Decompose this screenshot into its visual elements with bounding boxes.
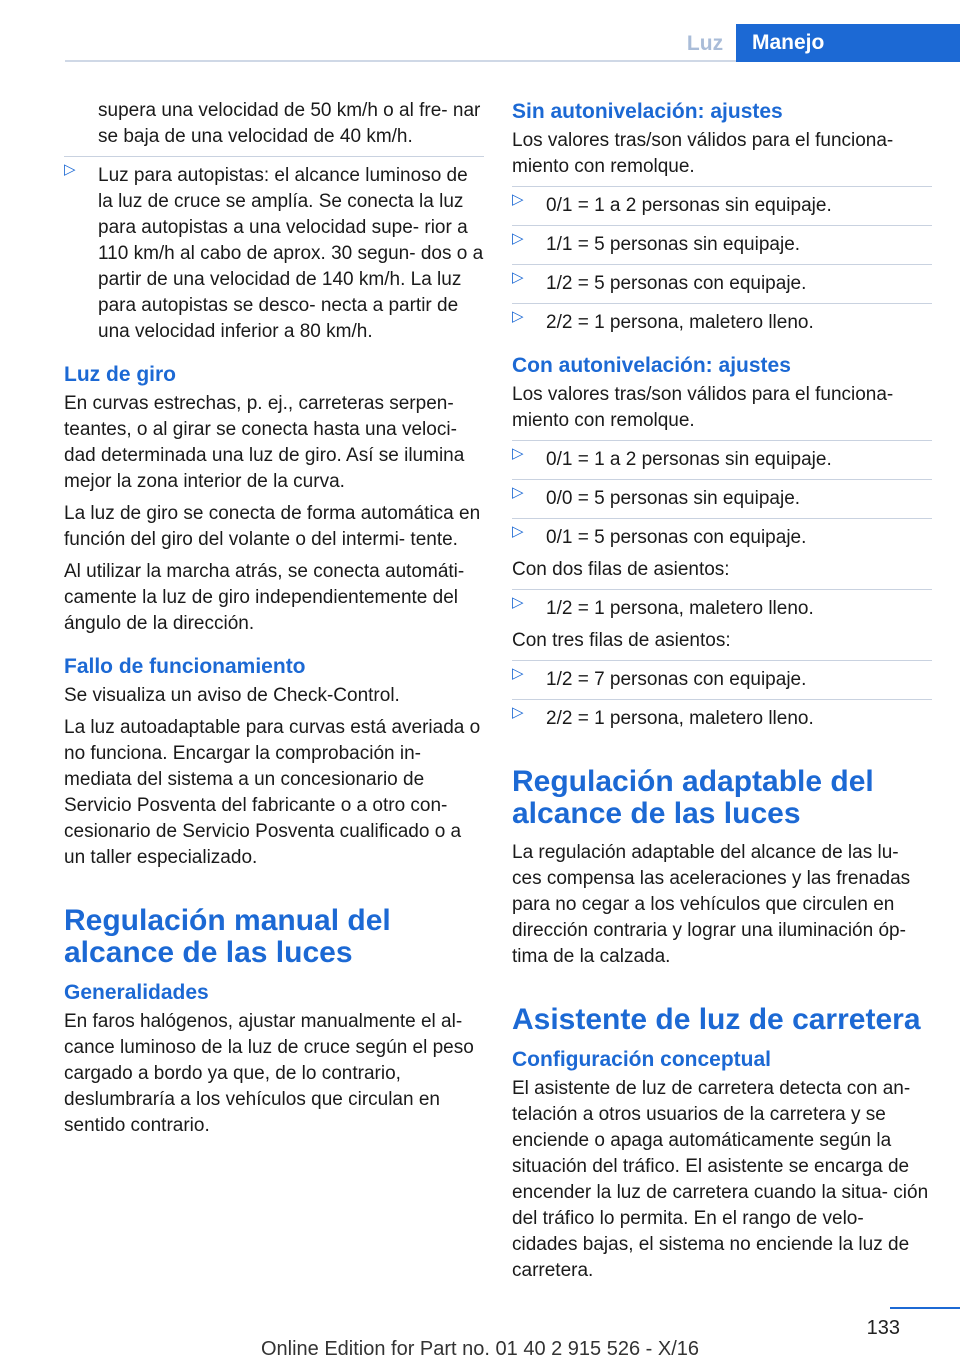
list-item [512, 264, 932, 297]
paragraph: El asistente de luz de carretera detecta con an‐ telación a otros usuarios de la carretera y se enciende o apaga automáticamente según la situación del tráfico. El asistente se encarga de encender la luz de carretera cuando la situa‐ ción del tráfico lo permita. En el rango de velo‐ cidades bajas, el sistema no enciende la luz de carretera. [512, 1078, 929, 1281]
list-item [64, 156, 484, 345]
paragraph: En curvas estrechas, p. ej., carreteras serpen‐ teantes, o al girar se conecta hasta una veloci‐ dad determinada una luz de giro. Así se ilumina mejor la zona interior de la curva. [64, 393, 465, 492]
list-item-text: 1/2 = 7 personas con equipaje. [546, 669, 807, 690]
heading-asistente: Asistente de luz de carretera [512, 1003, 921, 1036]
edition-footer: Online Edition for Part no. 01 40 2 915 526 - X/16 [260, 1338, 700, 1360]
triangle-bullet-icon: ▷ [512, 484, 524, 501]
paragraph: La luz de giro se conecta de forma automática en función del giro del volante o del intermi‐ tente. [64, 503, 481, 550]
heading-configuracion: Configuración conceptual [512, 1048, 772, 1071]
left-column [64, 98, 484, 1145]
paragraph: En faros halógenos, ajustar manualmente el al‐ cance luminoso de la luz de cruce según el peso cargado a bordo ya que, de lo contrario, deslumbraría a los vehículos que circulan en sentido contrario. [64, 1011, 474, 1136]
list-item [512, 479, 932, 512]
paragraph: La luz autoadaptable para curvas está averiada o no funciona. Encargar la comprobación in‐ mediata del sistema a un concesionario de Servicio Posventa del fabricante o a otro con‐ cesionario de Servicio Posventa cualificado o a un taller especializado. [64, 717, 481, 868]
paragraph: La regulación adaptable del alcance de las lu‐ ces compensa las aceleraciones y las frenadas para no cegar a los vehículos que circulen en dirección contraria y lograr una iluminación óp‐ tima de la calzada. [512, 842, 911, 967]
list-item-text: 1/2 = 5 personas con equipaje. [546, 273, 807, 294]
heading-generalidades: Generalidades [64, 981, 209, 1004]
list-item [512, 225, 932, 258]
triangle-bullet-icon: ▷ [512, 191, 524, 208]
heading-luz-de-giro: Luz de giro [64, 363, 176, 386]
list-item-text: 2/2 = 1 persona, maletero lleno. [546, 312, 814, 333]
tab-manejo[interactable]: Manejo [736, 24, 960, 62]
heading-con-autonivelacion: Con autonivelación: ajustes [512, 354, 791, 377]
list-item [512, 440, 932, 473]
right-column [512, 98, 932, 1290]
paragraph: Los valores tras/son válidos para el funciona‐ miento con remolque. [512, 130, 894, 177]
triangle-bullet-icon: ▷ [512, 704, 524, 721]
heading-regulacion-manual: Regulación manual del alcance de las luces [64, 904, 391, 969]
heading-regulacion-adaptable: Regulación adaptable del alcance de las luces [512, 765, 874, 830]
list-item-text: 0/1 = 1 a 2 personas sin equipaje. [546, 195, 832, 216]
list-item-text: 1/1 = 5 personas sin equipaje. [546, 234, 801, 255]
paragraph: Se visualiza un aviso de Check-Control. [64, 685, 400, 706]
triangle-bullet-icon: ▷ [64, 161, 76, 178]
paragraph: Los valores tras/son válidos para el funciona‐ miento con remolque. [512, 384, 894, 431]
triangle-bullet-icon: ▷ [512, 445, 524, 462]
paragraph: supera una velocidad de 50 km/h o al fre‐ nar se baja de una velocidad de 40 km/h. [98, 100, 481, 147]
triangle-bullet-icon: ▷ [512, 230, 524, 247]
list-item [512, 589, 932, 622]
heading-fallo: Fallo de funcionamiento [64, 655, 306, 678]
list-item [512, 518, 932, 551]
list-item-text: Luz para autopistas: el alcance luminoso de la luz de cruce se amplía. Se conecta la luz para autopistas a una velocidad supe‐ rior a 110 km/h al cabo de aprox. 30 segun‐ dos o a partir de una velocidad de 140 km/h. La luz para autopistas se desco‐ necta a partir de una velocidad inferior a 80 km/h. [98, 165, 484, 342]
list-item-text: 0/0 = 5 personas sin equipaje. [546, 488, 801, 509]
triangle-bullet-icon: ▷ [512, 269, 524, 286]
tab-luz[interactable]: Luz [686, 32, 724, 55]
paragraph: Con dos filas de asientos: [512, 559, 730, 580]
triangle-bullet-icon: ▷ [512, 523, 524, 540]
list-item-text: 1/2 = 1 persona, maletero lleno. [546, 598, 814, 619]
list-item [512, 699, 932, 732]
list-item-text: 0/1 = 1 a 2 personas sin equipaje. [546, 449, 832, 470]
list-item-text: 2/2 = 1 persona, maletero lleno. [546, 708, 814, 729]
list-item [512, 303, 932, 336]
footer-rule [890, 1307, 960, 1309]
triangle-bullet-icon: ▷ [512, 308, 524, 325]
list-item [512, 186, 932, 219]
heading-sin-autonivelacion: Sin autonivelación: ajustes [512, 100, 783, 123]
triangle-bullet-icon: ▷ [512, 665, 524, 682]
paragraph: Al utilizar la marcha atrás, se conecta automáti‐ camente la luz de giro independientemente del ángulo de la dirección. [64, 561, 465, 634]
list-item [512, 660, 932, 693]
list-item-text: 0/1 = 5 personas con equipaje. [546, 527, 807, 548]
paragraph: Con tres filas de asientos: [512, 630, 731, 651]
triangle-bullet-icon: ▷ [512, 594, 524, 611]
page-number: 133 [866, 1317, 900, 1339]
